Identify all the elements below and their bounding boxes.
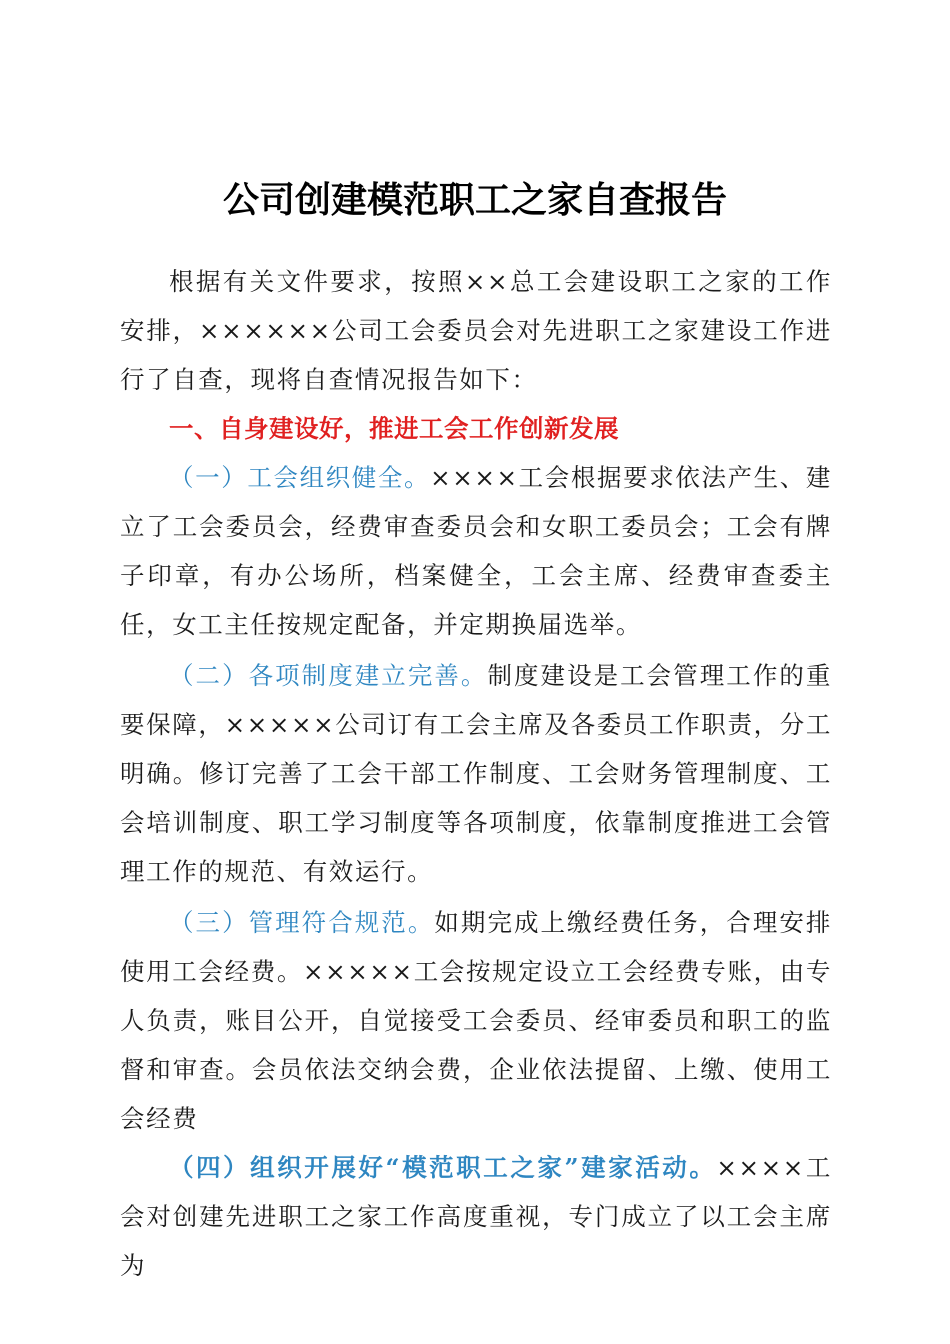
document-body [120,257,832,1290]
item-text: 如期完成上缴经费任务，合理安排使用工会经费。×××××工会按规定设立工会经费专账，由专人负责，账目公开，自觉接受工会委员、经审委员和职工的监督和审查。会员依法交纳会费，企业依法提留、上缴、使用工会经费 [120,908,832,1133]
item-label: （二）各项制度建立完善。 [169,661,488,690]
item-label: （一）工会组织健全。 [169,463,431,492]
section-heading: 一、自身建设好，推进工会工作创新发展 [169,414,619,443]
paragraph-item-2 [120,651,832,896]
item-text: 制度建设是工会管理工作的重要保障，×××××公司订有工会主席及各委员工作职责，分工明确。修订完善了工会干部工作制度、工会财务管理制度、工会培训制度、职工学习制度等各项制度，依靠制度推进工会管理工作的规范、有效运行。 [120,661,832,886]
item-text: ××××工会根据要求依法产生、建立了工会委员会，经费审查委员会和女职工委员会；工会有牌子印章，有办公场所，档案健全，工会主席、经费审查委主任，女工主任按规定配备，并定期换届选举。 [120,463,833,639]
paragraph-item-3 [120,898,832,1143]
document-title: 公司创建模范职工之家自查报告 [222,179,727,221]
intro-paragraph: 根据有关文件要求，按照××总工会建设职工之家的工作安排，××××××公司工会委员会对先进职工之家建设工作进行了自查，现将自查情况报告如下： [120,267,832,394]
item-label: （三）管理符合规范。 [169,908,435,937]
paragraph-item-4 [120,1143,832,1290]
item-label: （四）组织开展好“模范职工之家”建家活动。 [169,1153,717,1182]
item-text: ××××工会对创建先进职工之家工作高度重视，专门成立了以工会主席为 [120,1153,832,1280]
paragraph-item-1 [120,453,832,649]
